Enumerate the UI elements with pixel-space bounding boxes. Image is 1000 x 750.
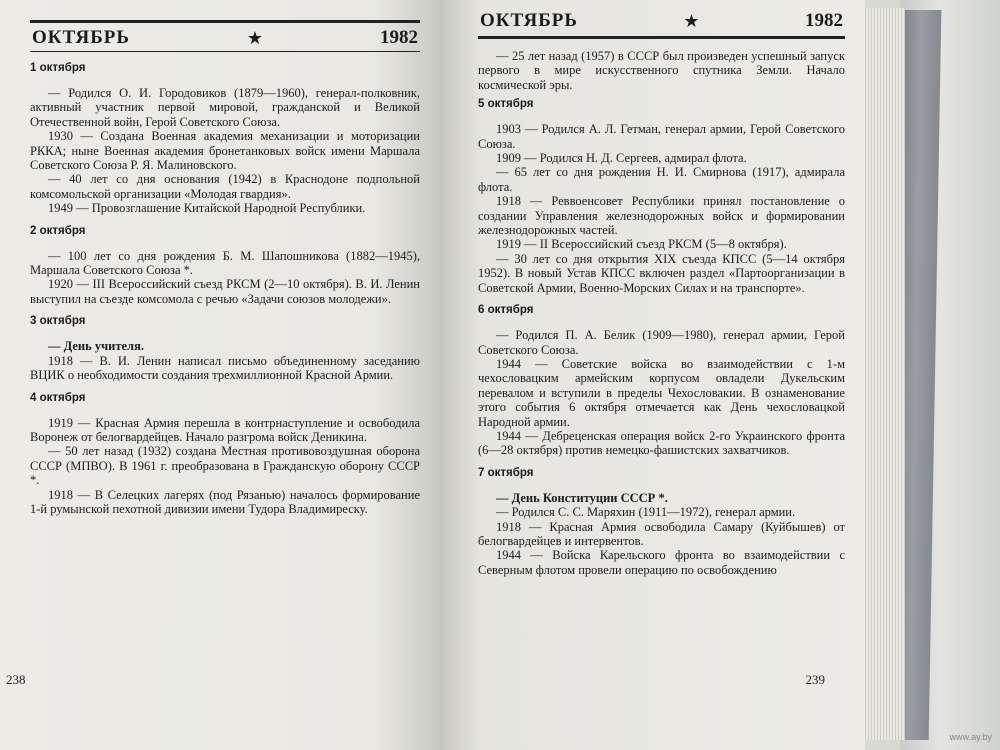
left-page bbox=[0, 0, 440, 750]
date-heading: 7 октября bbox=[478, 466, 534, 479]
entry-text: 1909 — Родился Н. Д. Сергеев, адмирал флота. bbox=[496, 151, 747, 166]
date-heading: 3 октября bbox=[30, 315, 86, 328]
date-section bbox=[30, 225, 420, 307]
entry-text: 1918 — В Селецких лагерях (под Рязанью) началось формирование 1-й румынской пехотной дивизии имени Тудора Владимиреску. bbox=[30, 487, 420, 516]
date-section bbox=[30, 315, 420, 382]
page-stack bbox=[860, 8, 905, 740]
date-heading: 5 октября bbox=[478, 98, 534, 111]
date-section bbox=[478, 304, 845, 458]
entry-text: 1930 — Создана Военная академия механизации и моторизации РККА; ныне Военная академия бронетанковых войск имени Маршала Советского Союза Р. Я. Малиновского. bbox=[30, 129, 420, 173]
entry-text: — Родился П. А. Белик (1909—1980), генерал армии, Герой Советского Союза. bbox=[478, 328, 845, 357]
entry-text: — 40 лет со дня основания (1942) в Краснодоне подпольной комсомольской организации «Молодая гвардия». bbox=[30, 172, 420, 201]
entry-text: 1918 — Реввоенсовет Республики принял постановление о создании Управления железнодорожных войск и формировании железнодорожных частей. bbox=[478, 194, 845, 238]
date-section bbox=[30, 62, 420, 216]
page-number: 238 bbox=[6, 672, 26, 687]
entry-text: — 65 лет со дня рождения Н. И. Смирнова (1917), адмирала флота. bbox=[478, 165, 845, 194]
entry-text: 1949 — Провозглашение Китайской Народной Республики. bbox=[48, 201, 366, 216]
entry-text: — 30 лет со дня открытия XIX съезда КПСС (5—14 октября 1952). В новый Устав КПСС включен раздел «Партоорганизации в Советской Армии, Военно-Морских Силах и на транспорте». bbox=[478, 251, 845, 295]
star-icon: ★ bbox=[246, 27, 264, 48]
entry-text: — День Конституции СССР *. bbox=[496, 490, 668, 505]
date-heading: 1 октября bbox=[30, 62, 86, 74]
entry-text: — День учителя. bbox=[48, 339, 144, 354]
date-heading: 2 октября bbox=[30, 224, 86, 237]
right-page bbox=[440, 0, 865, 750]
year-label: 1982 bbox=[804, 10, 843, 31]
month-title: ОКТЯБРЬ bbox=[32, 27, 130, 48]
entry-text: 1918 — В. И. Ленин написал письмо объединенному заседанию ВЦИК о необходимости создания трехмиллионной Красной Армии. bbox=[30, 353, 420, 383]
entry-text: 1920 — III Всероссийский съезд РКСМ (2—10 октября). В. И. Ленин выступил на съезде комсомола с речью «Задачи союзов молодежи». bbox=[30, 277, 420, 306]
right-page-content bbox=[478, 98, 845, 577]
entry-text: 1944 — Дебреценская операция войск 2-го Украинского фронта (6—28 октября) против немецко-фашистских захватчиков. bbox=[478, 428, 845, 458]
entry-text: 1944 — Войска Карельского фронта во взаимодействии с Северным флотом провели операцию по освобождению bbox=[478, 548, 845, 577]
entry-text: 1919 — Красная Армия перешла в контрнаступление и освободила Воронеж от белогвардейцев. Начало разгрома войск Деникина. bbox=[30, 415, 420, 444]
date-section bbox=[30, 392, 420, 517]
date-heading: 6 октября bbox=[478, 304, 534, 317]
month-title: ОКТЯБРЬ bbox=[480, 10, 578, 31]
star-icon: ★ bbox=[683, 10, 700, 31]
entry-text: — 50 лет назад (1932) создана Местная противовоздушная оборона СССР (МПВО). В 1961 г. преобразована в Гражданскую оборону СССР *. bbox=[30, 444, 420, 488]
entry-text: — 100 лет со дня рождения Б. М. Шапошникова (1882—1945), Маршала Советского Союза *. bbox=[30, 248, 420, 278]
page-header bbox=[30, 20, 420, 52]
entry-text: 1903 — Родился А. Л. Гетман, генерал армии, Герой Советского Союза. bbox=[478, 122, 845, 151]
entry-text: 1918 — Красная Армия освободила Самару (Куйбышев) от белогвардейцев и интервентов. bbox=[478, 519, 845, 548]
entry-text: — 25 лет назад (1957) в СССР был произведен успешный запуск первого в мире искусственного спутника Земли. Начало космической эры. bbox=[478, 49, 845, 92]
date-heading: 4 октября bbox=[30, 391, 86, 404]
right-page-intro bbox=[478, 49, 845, 92]
year-label: 1982 bbox=[379, 27, 418, 48]
page-number: 239 bbox=[805, 672, 825, 687]
entry-text: 1919 — II Всероссийский съезд РКСМ (5—8 октября). bbox=[496, 237, 787, 252]
page-header bbox=[478, 6, 845, 39]
left-page-content bbox=[30, 62, 420, 516]
watermark: www.ay.by bbox=[949, 732, 992, 742]
entry-text: — Родился С. С. Маряхин (1911—1972), генерал армии. bbox=[496, 505, 796, 520]
date-section bbox=[478, 467, 845, 577]
entry-text: 1944 — Советские войска во взаимодействии с 1-м чехословацким армейским корпусом овладели Дукельским перевалом и вступили в пределы Чехословакии. В ознаменование этого события 6 октября отмечается как День чехословацкой Народной армии. bbox=[478, 356, 845, 429]
date-section bbox=[478, 98, 845, 295]
entry-text: — Родился О. И. Городовиков (1879—1960), генерал-полковник, активный участник первой мировой, гражданской и Великой Отечественной войн, Герой Советского Союза. bbox=[30, 86, 420, 129]
